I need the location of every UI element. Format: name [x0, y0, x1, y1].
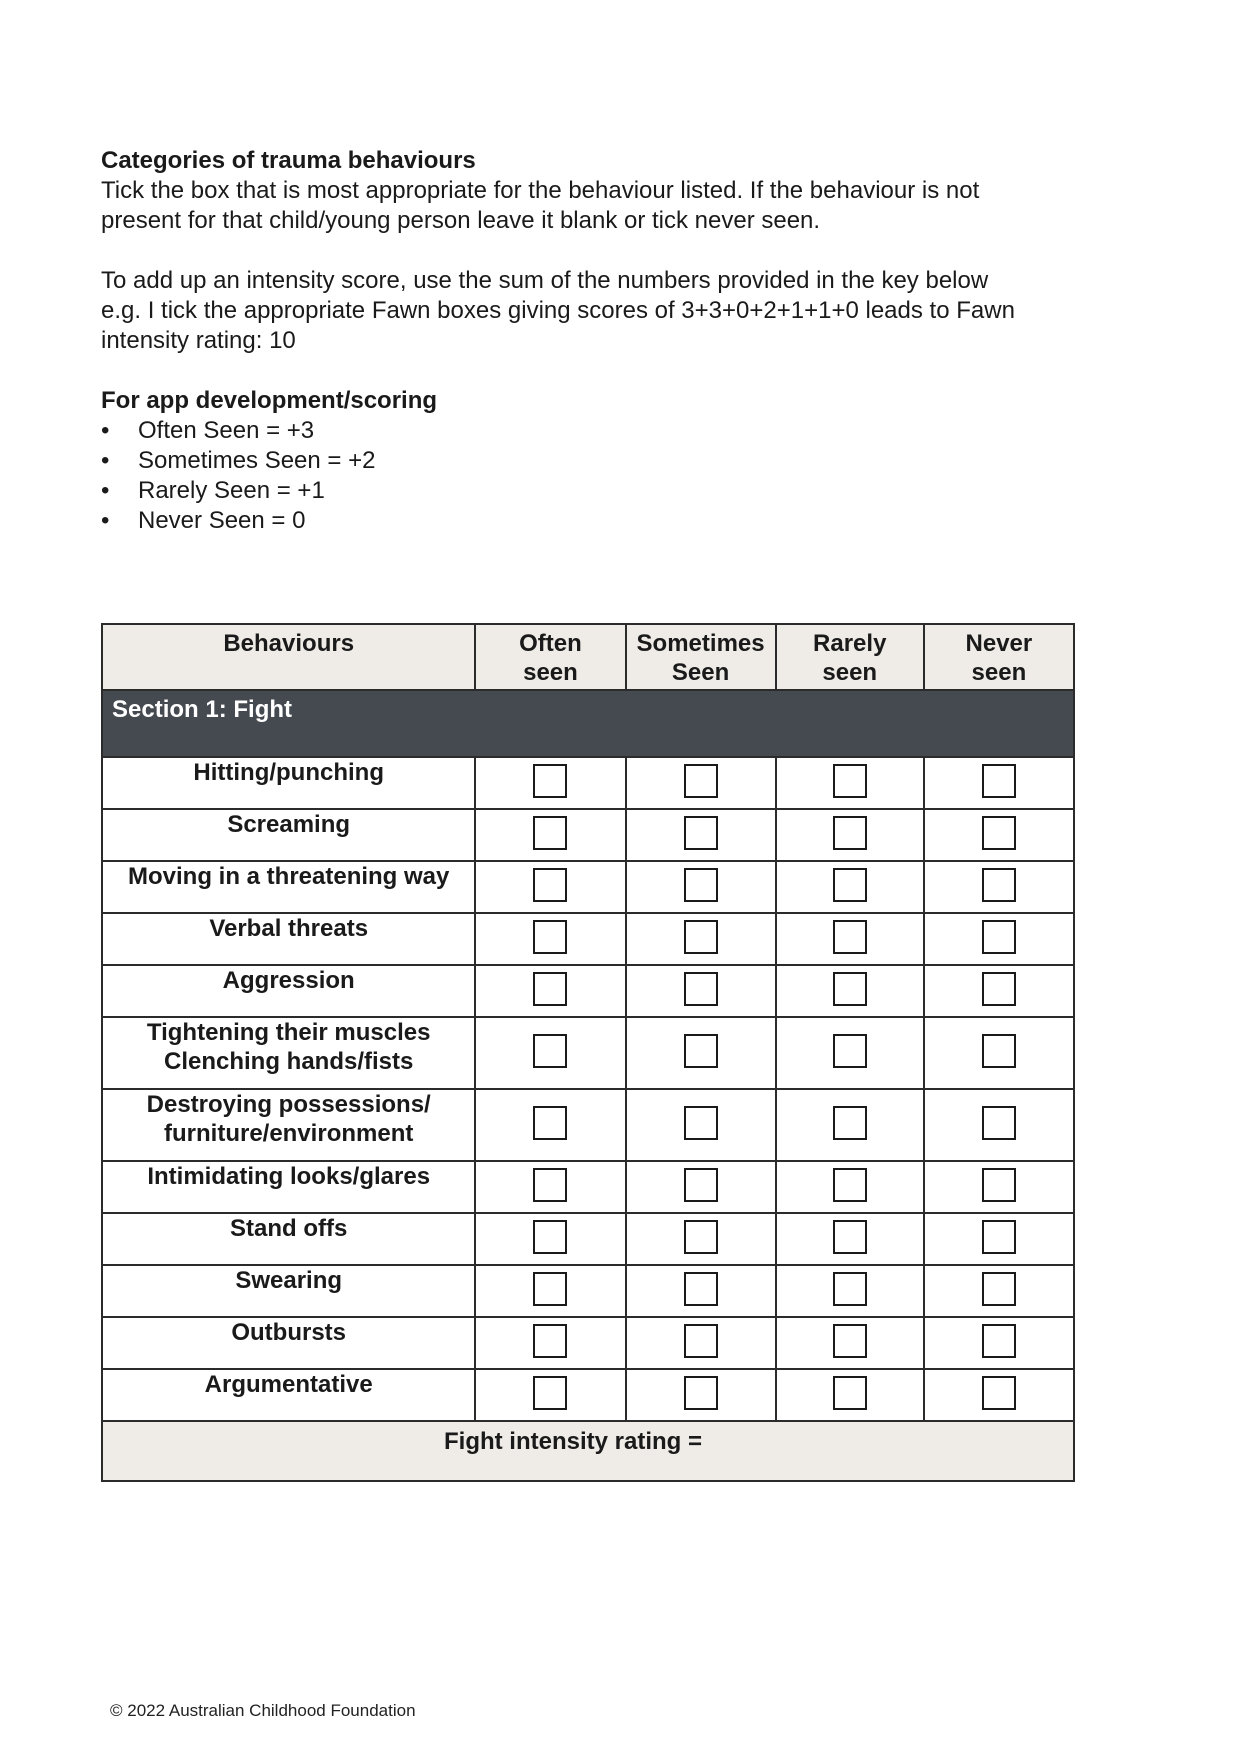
never-seen-checkbox[interactable]	[982, 1106, 1016, 1140]
never-seen-checkbox[interactable]	[982, 1272, 1016, 1306]
never-seen-checkbox[interactable]	[982, 1376, 1016, 1410]
behaviour-label: Outbursts	[102, 1317, 475, 1369]
bullet-icon: •	[101, 447, 110, 474]
rarely-seen-checkbox[interactable]	[833, 1168, 867, 1202]
header-rarely-seen: Rarely seen	[776, 624, 924, 690]
rarely-seen-checkbox[interactable]	[833, 1220, 867, 1254]
instruction-line: e.g. I tick the appropriate Fawn boxes giving scores of 3+3+0+2+1+1+0 leads to Fawn	[101, 297, 1015, 324]
sometimes-seen-checkbox[interactable]	[684, 920, 718, 954]
table-row	[102, 1161, 1074, 1213]
often-seen-checkbox[interactable]	[533, 1168, 567, 1202]
often-seen-checkbox[interactable]	[533, 764, 567, 798]
scoring-item: • Often Seen = +3	[101, 417, 315, 444]
header-often-seen: Often seen	[475, 624, 625, 690]
table-row	[102, 913, 1074, 965]
behaviour-label: Argumentative	[102, 1369, 475, 1421]
rarely-seen-checkbox[interactable]	[833, 920, 867, 954]
section-row	[102, 690, 1074, 757]
scoring-list	[101, 416, 1101, 536]
instruction-line: intensity rating: 10	[101, 327, 296, 354]
instruction-line: Tick the box that is most appropriate for the behaviour listed. If the behaviour is not	[101, 177, 980, 204]
often-seen-checkbox[interactable]	[533, 1324, 567, 1358]
rarely-seen-checkbox[interactable]	[833, 1106, 867, 1140]
copyright-footer: © 2022 Australian Childhood Foundation	[110, 1701, 416, 1720]
table-row	[102, 861, 1074, 913]
rarely-seen-checkbox[interactable]	[833, 764, 867, 798]
scoring-item: • Rarely Seen = +1	[101, 477, 325, 504]
sometimes-seen-checkbox[interactable]	[684, 764, 718, 798]
table-row	[102, 1369, 1074, 1421]
bullet-icon: •	[101, 477, 110, 504]
often-seen-checkbox[interactable]	[533, 972, 567, 1006]
never-seen-checkbox[interactable]	[982, 1034, 1016, 1068]
rarely-seen-checkbox[interactable]	[833, 816, 867, 850]
often-seen-checkbox[interactable]	[533, 816, 567, 850]
instruction-line: present for that child/young person leave it blank or tick never seen.	[101, 207, 821, 234]
rarely-seen-checkbox[interactable]	[833, 1376, 867, 1410]
never-seen-checkbox[interactable]	[982, 1168, 1016, 1202]
table-row	[102, 1089, 1074, 1161]
never-seen-checkbox[interactable]	[982, 920, 1016, 954]
behaviour-label: Verbal threats	[102, 913, 475, 965]
never-seen-checkbox[interactable]	[982, 1220, 1016, 1254]
sometimes-seen-checkbox[interactable]	[684, 972, 718, 1006]
section-label: Section 1: Fight	[102, 690, 1074, 757]
behaviour-label: Stand offs	[102, 1213, 475, 1265]
table-row	[102, 809, 1074, 861]
bullet-icon: •	[101, 417, 110, 444]
behaviour-label: Screaming	[102, 809, 475, 861]
never-seen-checkbox[interactable]	[982, 972, 1016, 1006]
sometimes-seen-checkbox[interactable]	[684, 1168, 718, 1202]
behaviour-label: Tightening their muscles Clenching hands/fists	[102, 1017, 475, 1089]
never-seen-checkbox[interactable]	[982, 816, 1016, 850]
behaviour-label: Swearing	[102, 1265, 475, 1317]
behaviour-label: Intimidating looks/glares	[102, 1161, 475, 1213]
table-row	[102, 1017, 1074, 1089]
rarely-seen-checkbox[interactable]	[833, 1324, 867, 1358]
sometimes-seen-checkbox[interactable]	[684, 1376, 718, 1410]
intensity-rating-label: Fight intensity rating =	[102, 1421, 1074, 1481]
behaviour-label: Hitting/punching	[102, 757, 475, 809]
header-never-seen: Never seen	[924, 624, 1074, 690]
table-row	[102, 1213, 1074, 1265]
often-seen-checkbox[interactable]	[533, 1220, 567, 1254]
table-row	[102, 1317, 1074, 1369]
scoring-title: For app development/scoring	[101, 387, 438, 414]
intro	[101, 146, 1101, 536]
behaviour-label: Destroying possessions/ furniture/environment	[102, 1089, 475, 1161]
rarely-seen-checkbox[interactable]	[833, 972, 867, 1006]
header-sometimes-seen: Sometimes Seen	[626, 624, 776, 690]
often-seen-checkbox[interactable]	[533, 920, 567, 954]
sometimes-seen-checkbox[interactable]	[684, 1106, 718, 1140]
bullet-icon: •	[101, 507, 110, 534]
never-seen-checkbox[interactable]	[982, 1324, 1016, 1358]
table-row	[102, 965, 1074, 1017]
behaviour-label: Aggression	[102, 965, 475, 1017]
often-seen-checkbox[interactable]	[533, 1106, 567, 1140]
rarely-seen-checkbox[interactable]	[833, 1272, 867, 1306]
sometimes-seen-checkbox[interactable]	[684, 868, 718, 902]
rarely-seen-checkbox[interactable]	[833, 1034, 867, 1068]
often-seen-checkbox[interactable]	[533, 1034, 567, 1068]
table-row	[102, 757, 1074, 809]
often-seen-checkbox[interactable]	[533, 1272, 567, 1306]
often-seen-checkbox[interactable]	[533, 868, 567, 902]
sometimes-seen-checkbox[interactable]	[684, 816, 718, 850]
never-seen-checkbox[interactable]	[982, 764, 1016, 798]
scoring-item: • Sometimes Seen = +2	[101, 447, 376, 474]
often-seen-checkbox[interactable]	[533, 1376, 567, 1410]
table-row	[102, 1265, 1074, 1317]
intensity-rating-row	[102, 1421, 1074, 1481]
section-title: Categories of trauma behaviours	[101, 147, 476, 174]
sometimes-seen-checkbox[interactable]	[684, 1034, 718, 1068]
sometimes-seen-checkbox[interactable]	[684, 1272, 718, 1306]
scoring-item: • Never Seen = 0	[101, 507, 306, 534]
header-behaviours: Behaviours	[102, 624, 475, 690]
rarely-seen-checkbox[interactable]	[833, 868, 867, 902]
never-seen-checkbox[interactable]	[982, 868, 1016, 902]
instruction-line: To add up an intensity score, use the sum of the numbers provided in the key below	[101, 267, 989, 294]
behaviour-table	[101, 623, 1075, 1482]
sometimes-seen-checkbox[interactable]	[684, 1220, 718, 1254]
behaviour-label: Moving in a threatening way	[102, 861, 475, 913]
sometimes-seen-checkbox[interactable]	[684, 1324, 718, 1358]
